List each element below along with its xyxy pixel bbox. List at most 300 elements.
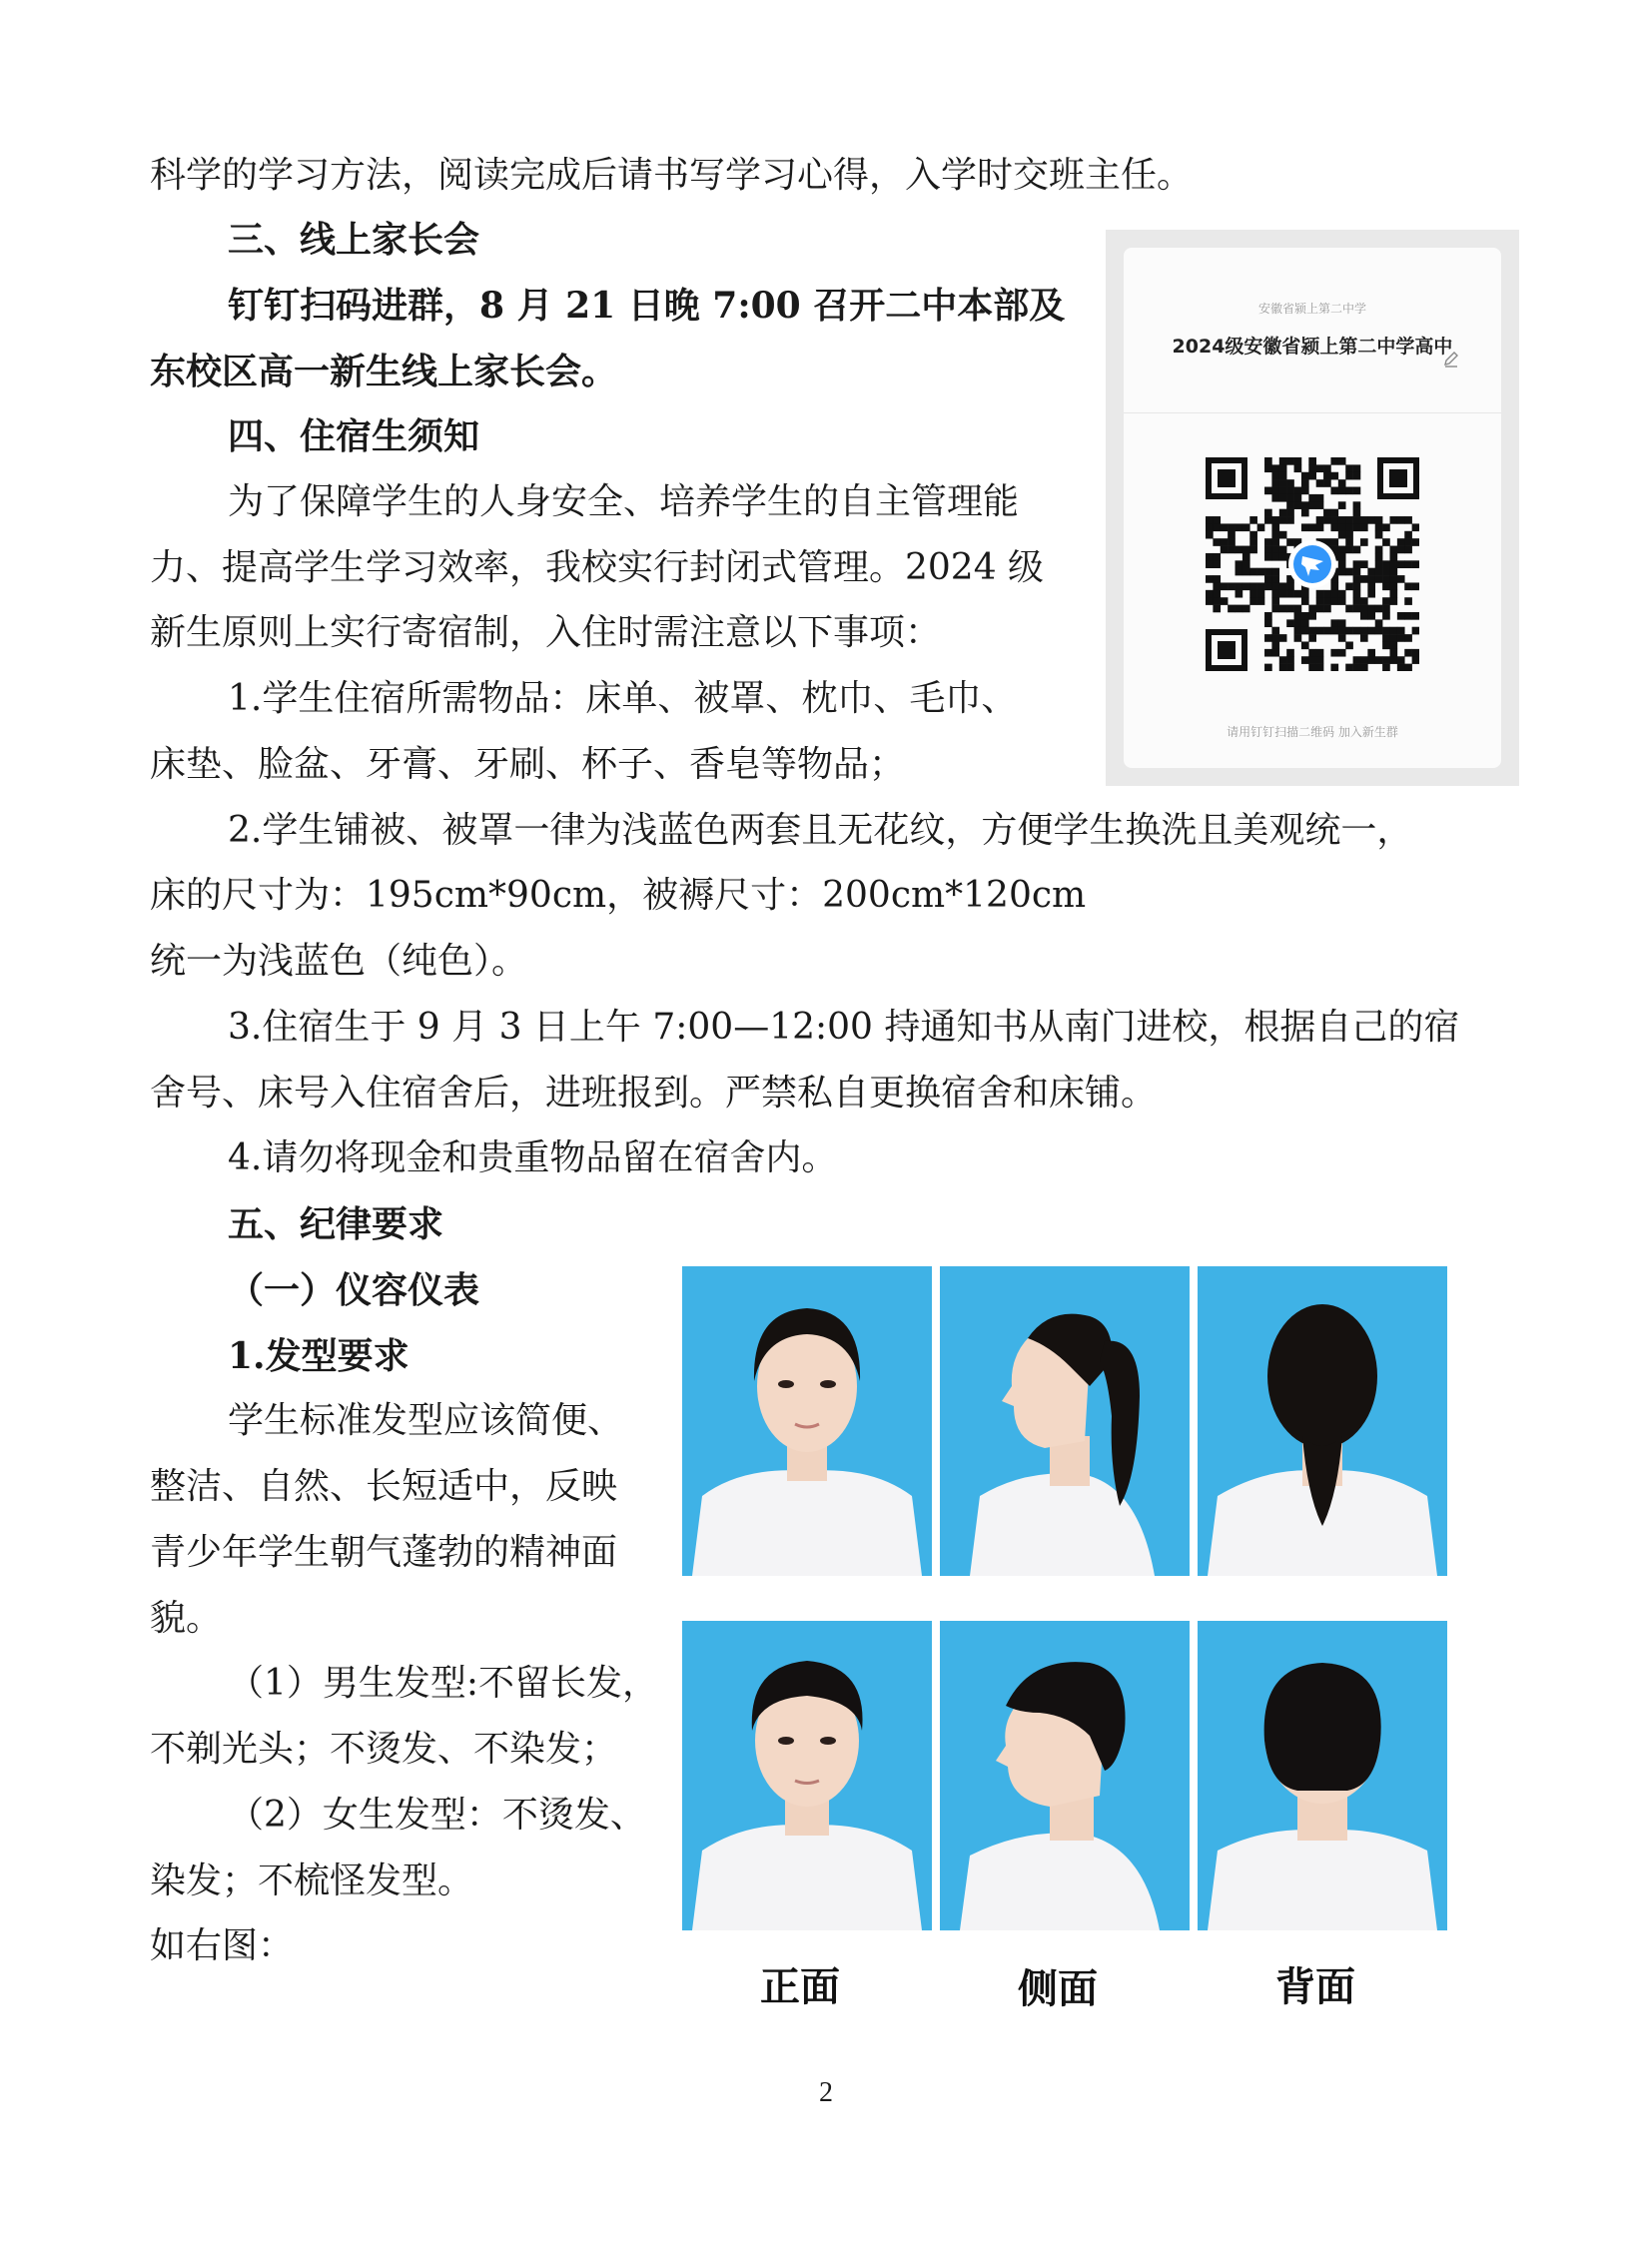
qr-module bbox=[1345, 568, 1353, 576]
qr-module bbox=[1271, 487, 1279, 495]
qr-module bbox=[1382, 634, 1390, 642]
qr-module bbox=[1345, 531, 1353, 539]
qr-module bbox=[1404, 582, 1412, 590]
qr-module bbox=[1382, 523, 1390, 531]
qr-module bbox=[1221, 597, 1229, 605]
qr-module bbox=[1228, 582, 1236, 590]
qr-module bbox=[1264, 649, 1272, 657]
qr-module bbox=[1316, 656, 1324, 664]
qr-module bbox=[1367, 605, 1375, 613]
qr-module bbox=[1397, 538, 1405, 546]
qr-module bbox=[1345, 464, 1353, 472]
qr-module bbox=[1345, 582, 1353, 590]
boys-hair-rule: 不剃光头；不烫发、不染发； bbox=[150, 1729, 618, 1770]
qr-module bbox=[1308, 605, 1316, 613]
qr-module bbox=[1412, 582, 1419, 590]
qr-module bbox=[1242, 546, 1250, 554]
qr-module bbox=[1367, 568, 1375, 576]
qr-module bbox=[1338, 516, 1346, 524]
qr-module bbox=[1316, 597, 1324, 605]
qr-module bbox=[1397, 634, 1405, 642]
qr-module bbox=[1286, 509, 1294, 517]
qr-module bbox=[1360, 523, 1368, 531]
qr-module bbox=[1286, 582, 1294, 590]
qr-module bbox=[1360, 612, 1368, 620]
qr-module bbox=[1294, 619, 1302, 627]
qr-module bbox=[1338, 634, 1346, 642]
qr-module bbox=[1308, 464, 1316, 472]
qr-module bbox=[1279, 509, 1287, 517]
girls-hair-rule: 染发；不梳怪发型。 bbox=[150, 1861, 474, 1901]
qr-module bbox=[1389, 553, 1397, 561]
qr-module bbox=[1271, 575, 1279, 583]
qr-module bbox=[1242, 568, 1250, 576]
caption-side: 侧面 bbox=[1018, 1966, 1098, 2012]
qr-module bbox=[1375, 516, 1383, 524]
qr-module bbox=[1375, 523, 1383, 531]
qr-module bbox=[1286, 656, 1294, 664]
qr-module bbox=[1330, 597, 1338, 605]
qr-module bbox=[1330, 582, 1338, 590]
qr-module bbox=[1213, 582, 1221, 590]
qr-module bbox=[1301, 619, 1309, 627]
qr-module bbox=[1338, 568, 1346, 576]
qr-module bbox=[1279, 457, 1287, 465]
qr-module bbox=[1271, 494, 1279, 502]
qr-module bbox=[1375, 619, 1383, 627]
qr-module bbox=[1206, 523, 1214, 531]
qr-module bbox=[1308, 627, 1316, 635]
edit-icon[interactable] bbox=[1441, 350, 1461, 370]
qr-module bbox=[1221, 538, 1229, 546]
qr-module bbox=[1257, 523, 1265, 531]
qr-module bbox=[1308, 494, 1316, 502]
qr-module bbox=[1353, 487, 1361, 495]
qr-module bbox=[1228, 523, 1236, 531]
qr-module bbox=[1360, 597, 1368, 605]
qr-module bbox=[1345, 664, 1353, 671]
qr-module bbox=[1397, 656, 1405, 664]
dorm-item-3: 3.住宿生于 9 月 3 日上午 7:00—12:00 持通知书从南门进校，根据自己的宿 bbox=[228, 1007, 1460, 1048]
qr-module bbox=[1404, 560, 1412, 568]
qr-module bbox=[1271, 605, 1279, 613]
qr-module bbox=[1271, 590, 1279, 598]
qr-module bbox=[1271, 479, 1279, 487]
qr-module bbox=[1353, 656, 1361, 664]
qr-module bbox=[1279, 605, 1287, 613]
qr-module bbox=[1264, 568, 1272, 576]
qr-module bbox=[1286, 619, 1294, 627]
qr-module bbox=[1360, 627, 1368, 635]
qr-module bbox=[1279, 553, 1287, 561]
qr-module bbox=[1338, 501, 1346, 509]
qr-module bbox=[1382, 538, 1390, 546]
dorm-item-4: 4.请勿将现金和贵重物品留在宿舍内。 bbox=[228, 1137, 838, 1178]
qr-module bbox=[1389, 634, 1397, 642]
qr-module bbox=[1242, 582, 1250, 590]
qr-module bbox=[1286, 664, 1294, 671]
qr-module bbox=[1412, 538, 1419, 546]
qr-module bbox=[1360, 538, 1368, 546]
qr-module bbox=[1338, 531, 1346, 539]
qr-module bbox=[1382, 641, 1390, 649]
dorm-item-2: 2.学生铺被、被罩一律为浅蓝色两套且无花纹，方便学生换洗且美观统一， bbox=[228, 810, 1413, 851]
girls-hair-rule: （2）女生发型：不烫发、 bbox=[228, 1795, 646, 1836]
qr-module bbox=[1301, 487, 1309, 495]
qr-module bbox=[1279, 487, 1287, 495]
qr-module bbox=[1294, 634, 1302, 642]
qr-module bbox=[1382, 582, 1390, 590]
qr-module bbox=[1271, 531, 1279, 539]
qr-module bbox=[1308, 501, 1316, 509]
qr-module bbox=[1353, 523, 1361, 531]
subsection-heading-appearance: （一）仪容仪表 bbox=[228, 1269, 480, 1311]
qr-module bbox=[1404, 664, 1412, 671]
qr-module bbox=[1360, 664, 1368, 671]
qr-module bbox=[1353, 582, 1361, 590]
qr-module bbox=[1404, 516, 1412, 524]
section-heading-parent-meeting: 三、线上家长会 bbox=[228, 219, 480, 261]
qr-module bbox=[1338, 619, 1346, 627]
qr-module bbox=[1249, 531, 1257, 539]
qr-module bbox=[1264, 612, 1272, 620]
photo-girl-side bbox=[940, 1266, 1190, 1576]
qr-module bbox=[1375, 627, 1383, 635]
qr-module bbox=[1323, 605, 1331, 613]
qr-module bbox=[1330, 516, 1338, 524]
qr-module bbox=[1345, 487, 1353, 495]
qr-module bbox=[1404, 546, 1412, 554]
qr-module bbox=[1345, 472, 1353, 480]
qr-module bbox=[1279, 531, 1287, 539]
qr-module bbox=[1323, 627, 1331, 635]
qr-module bbox=[1330, 619, 1338, 627]
qr-module bbox=[1404, 634, 1412, 642]
qr-module bbox=[1279, 590, 1287, 598]
qr-module bbox=[1294, 612, 1302, 620]
qr-module bbox=[1375, 546, 1383, 554]
qr-module bbox=[1382, 627, 1390, 635]
dorm-intro-text: 力、提高学生学习效率，我校实行封闭式管理。2024 级 bbox=[150, 547, 1045, 588]
qr-module bbox=[1257, 568, 1265, 576]
qr-module bbox=[1389, 590, 1397, 598]
qr-module bbox=[1338, 649, 1346, 657]
qr-module bbox=[1301, 479, 1309, 487]
qr-module bbox=[1353, 597, 1361, 605]
qr-module bbox=[1271, 634, 1279, 642]
qr-module bbox=[1271, 472, 1279, 480]
qr-module bbox=[1279, 472, 1287, 480]
qr-module bbox=[1316, 523, 1324, 531]
qr-module bbox=[1330, 590, 1338, 598]
qr-module bbox=[1257, 597, 1265, 605]
qr-module bbox=[1323, 597, 1331, 605]
qr-module bbox=[1389, 649, 1397, 657]
qr-module bbox=[1367, 656, 1375, 664]
qr-module bbox=[1236, 605, 1243, 613]
parent-meeting-text: 钉钉扫码进群，8 月 21 日晚 7:00 召开二中本部及 bbox=[228, 285, 1066, 327]
qr-module bbox=[1308, 612, 1316, 620]
qr-module bbox=[1316, 664, 1324, 671]
qr-module bbox=[1286, 605, 1294, 613]
qr-module bbox=[1264, 457, 1272, 465]
qr-module bbox=[1213, 523, 1221, 531]
qr-module bbox=[1338, 479, 1346, 487]
qr-module bbox=[1264, 487, 1272, 495]
dingtalk-logo bbox=[1288, 540, 1336, 588]
qr-module bbox=[1345, 627, 1353, 635]
qr-module bbox=[1323, 516, 1331, 524]
qr-module bbox=[1412, 523, 1419, 531]
qr-module bbox=[1286, 538, 1294, 546]
qr-module bbox=[1397, 546, 1405, 554]
qr-module bbox=[1323, 464, 1331, 472]
dorm-item-2: 统一为浅蓝色（纯色）。 bbox=[150, 941, 528, 982]
qr-module bbox=[1308, 457, 1316, 465]
qr-module bbox=[1375, 553, 1383, 561]
qr-module bbox=[1206, 516, 1214, 524]
qr-module bbox=[1286, 457, 1294, 465]
qr-module bbox=[1279, 656, 1287, 664]
qr-module bbox=[1375, 575, 1383, 583]
qr-module bbox=[1301, 656, 1309, 664]
parent-meeting-text: 东校区高一新生线上家长会。 bbox=[150, 351, 618, 392]
qr-module bbox=[1249, 568, 1257, 576]
qr-module bbox=[1271, 597, 1279, 605]
qr-module bbox=[1206, 553, 1214, 561]
qr-module bbox=[1316, 464, 1324, 472]
dorm-item-2: 床的尺寸为：195cm*90cm，被褥尺寸：200cm*120cm bbox=[150, 875, 1087, 916]
qr-module bbox=[1389, 597, 1397, 605]
qr-module bbox=[1301, 612, 1309, 620]
qr-module bbox=[1286, 479, 1294, 487]
qr-module bbox=[1206, 575, 1214, 583]
qr-module bbox=[1264, 575, 1272, 583]
dorm-item-1: 床垫、脸盆、牙膏、牙刷、杯子、香皂等物品； bbox=[150, 744, 906, 785]
qr-module bbox=[1375, 531, 1383, 539]
qr-module bbox=[1353, 568, 1361, 576]
qr-module bbox=[1389, 627, 1397, 635]
qr-module bbox=[1221, 523, 1229, 531]
qr-module bbox=[1271, 627, 1279, 635]
qr-module bbox=[1404, 538, 1412, 546]
qr-module bbox=[1236, 546, 1243, 554]
qr-module bbox=[1353, 472, 1361, 480]
qr-module bbox=[1264, 634, 1272, 642]
qr-module bbox=[1338, 487, 1346, 495]
qr-module bbox=[1404, 531, 1412, 539]
photo-girl-front bbox=[682, 1266, 932, 1576]
qr-module bbox=[1353, 501, 1361, 509]
qr-module bbox=[1271, 649, 1279, 657]
qr-module bbox=[1412, 656, 1419, 664]
qr-module bbox=[1308, 664, 1316, 671]
qr-module bbox=[1242, 560, 1250, 568]
qr-module bbox=[1323, 479, 1331, 487]
qr-module bbox=[1294, 605, 1302, 613]
qr-module bbox=[1257, 582, 1265, 590]
qr-module bbox=[1330, 472, 1338, 480]
qr-module bbox=[1330, 523, 1338, 531]
qr-module bbox=[1360, 560, 1368, 568]
qr-module bbox=[1286, 487, 1294, 495]
qr-module bbox=[1249, 516, 1257, 524]
qr-module bbox=[1345, 523, 1353, 531]
qr-module bbox=[1397, 664, 1405, 671]
qr-module bbox=[1382, 656, 1390, 664]
qr-module bbox=[1301, 641, 1309, 649]
qr-module bbox=[1308, 523, 1316, 531]
qr-module bbox=[1294, 590, 1302, 598]
caption-back: 背面 bbox=[1275, 1964, 1355, 2010]
qr-module bbox=[1338, 457, 1346, 465]
qr-module bbox=[1308, 634, 1316, 642]
qr-module bbox=[1301, 509, 1309, 517]
qr-module bbox=[1360, 575, 1368, 583]
qr-module bbox=[1353, 627, 1361, 635]
qr-module bbox=[1264, 509, 1272, 517]
qr-module bbox=[1360, 516, 1368, 524]
qr-module bbox=[1323, 472, 1331, 480]
qr-module bbox=[1236, 560, 1243, 568]
qr-module bbox=[1264, 538, 1272, 546]
qr-module bbox=[1213, 560, 1221, 568]
qr-module bbox=[1412, 649, 1419, 657]
qr-module bbox=[1323, 509, 1331, 517]
qr-module bbox=[1353, 605, 1361, 613]
qr-module bbox=[1345, 516, 1353, 524]
qr-module bbox=[1264, 664, 1272, 671]
qr-module bbox=[1323, 590, 1331, 598]
qr-module bbox=[1301, 472, 1309, 480]
qr-module bbox=[1338, 546, 1346, 554]
qr-module bbox=[1249, 582, 1257, 590]
qr-module bbox=[1389, 656, 1397, 664]
qr-module bbox=[1397, 627, 1405, 635]
qr-module bbox=[1294, 627, 1302, 635]
qr-module bbox=[1301, 523, 1309, 531]
qr-module bbox=[1353, 516, 1361, 524]
qr-module bbox=[1330, 627, 1338, 635]
qr-module bbox=[1397, 560, 1405, 568]
qr-module bbox=[1264, 464, 1272, 472]
qr-module bbox=[1389, 516, 1397, 524]
qr-module bbox=[1316, 516, 1324, 524]
qr-module bbox=[1286, 649, 1294, 657]
qr-module bbox=[1301, 597, 1309, 605]
qr-module bbox=[1382, 612, 1390, 620]
qr-module bbox=[1338, 553, 1346, 561]
qr-module bbox=[1206, 590, 1214, 598]
qr-module bbox=[1294, 464, 1302, 472]
qr-module bbox=[1375, 560, 1383, 568]
qr-module bbox=[1389, 560, 1397, 568]
qr-module bbox=[1279, 494, 1287, 502]
qr-module bbox=[1271, 546, 1279, 554]
qr-module bbox=[1279, 634, 1287, 642]
photo-boy-side bbox=[940, 1621, 1190, 1930]
qr-module bbox=[1249, 597, 1257, 605]
qr-module bbox=[1264, 619, 1272, 627]
qr-module bbox=[1294, 457, 1302, 465]
qr-module bbox=[1397, 516, 1405, 524]
qr-module bbox=[1345, 641, 1353, 649]
qr-module bbox=[1301, 627, 1309, 635]
qr-module bbox=[1213, 538, 1221, 546]
qr-module bbox=[1330, 457, 1338, 465]
qr-module bbox=[1301, 501, 1309, 509]
qr-module bbox=[1389, 546, 1397, 554]
qr-module bbox=[1382, 664, 1390, 671]
qr-module bbox=[1382, 605, 1390, 613]
qr-module bbox=[1382, 568, 1390, 576]
qr-module bbox=[1389, 582, 1397, 590]
hair-text: 整洁、自然、长短适中，反映 bbox=[150, 1466, 618, 1507]
qr-module bbox=[1257, 590, 1265, 598]
qr-module bbox=[1389, 575, 1397, 583]
qr-module bbox=[1330, 664, 1338, 671]
qr-module bbox=[1271, 516, 1279, 524]
qr-module bbox=[1353, 509, 1361, 517]
qr-module bbox=[1271, 641, 1279, 649]
qr-module bbox=[1294, 501, 1302, 509]
qr-module bbox=[1221, 546, 1229, 554]
qr-module bbox=[1316, 649, 1324, 657]
qr-module bbox=[1236, 523, 1243, 531]
qr-module bbox=[1236, 590, 1243, 598]
qr-module bbox=[1228, 546, 1236, 554]
qr-module bbox=[1286, 516, 1294, 524]
qr-module bbox=[1353, 464, 1361, 472]
qr-module bbox=[1249, 590, 1257, 598]
qr-module bbox=[1353, 575, 1361, 583]
qr-module bbox=[1412, 627, 1419, 635]
qr-module bbox=[1206, 531, 1214, 539]
hairstyle-photo-grid bbox=[682, 1266, 1449, 2012]
qr-module bbox=[1360, 656, 1368, 664]
hair-text: 貌。 bbox=[150, 1598, 223, 1639]
qr-module bbox=[1213, 516, 1221, 524]
qr-module bbox=[1213, 597, 1221, 605]
qr-module bbox=[1242, 605, 1250, 613]
qr-module bbox=[1213, 605, 1221, 613]
qr-module bbox=[1316, 627, 1324, 635]
qr-module bbox=[1286, 501, 1294, 509]
qr-module bbox=[1367, 575, 1375, 583]
qr-module bbox=[1213, 590, 1221, 598]
qr-module bbox=[1294, 494, 1302, 502]
qr-module bbox=[1397, 612, 1405, 620]
qr-module bbox=[1294, 487, 1302, 495]
qr-module bbox=[1271, 553, 1279, 561]
dorm-item-3: 舍号、床号入住宿舍后，进班报到。严禁私自更换宿舍和床铺。 bbox=[150, 1073, 1158, 1114]
qr-module bbox=[1404, 649, 1412, 657]
qr-module bbox=[1271, 568, 1279, 576]
qr-module bbox=[1236, 582, 1243, 590]
qr-module bbox=[1249, 538, 1257, 546]
qr-module bbox=[1279, 664, 1287, 671]
qr-module bbox=[1382, 560, 1390, 568]
photo-boy-back bbox=[1198, 1621, 1447, 1930]
subsection-heading-hair: 1.发型要求 bbox=[228, 1335, 410, 1377]
qr-module bbox=[1264, 516, 1272, 524]
qr-module bbox=[1308, 649, 1316, 657]
text-line: 科学的学习方法，阅读完成后请书写学习心得，入学时交班主任。 bbox=[150, 155, 1194, 196]
qr-module bbox=[1367, 627, 1375, 635]
qr-group-title: 2024级安徽省颍上第二中学高中 bbox=[1172, 336, 1453, 358]
qr-module bbox=[1308, 656, 1316, 664]
photo-girl-back bbox=[1198, 1266, 1447, 1576]
